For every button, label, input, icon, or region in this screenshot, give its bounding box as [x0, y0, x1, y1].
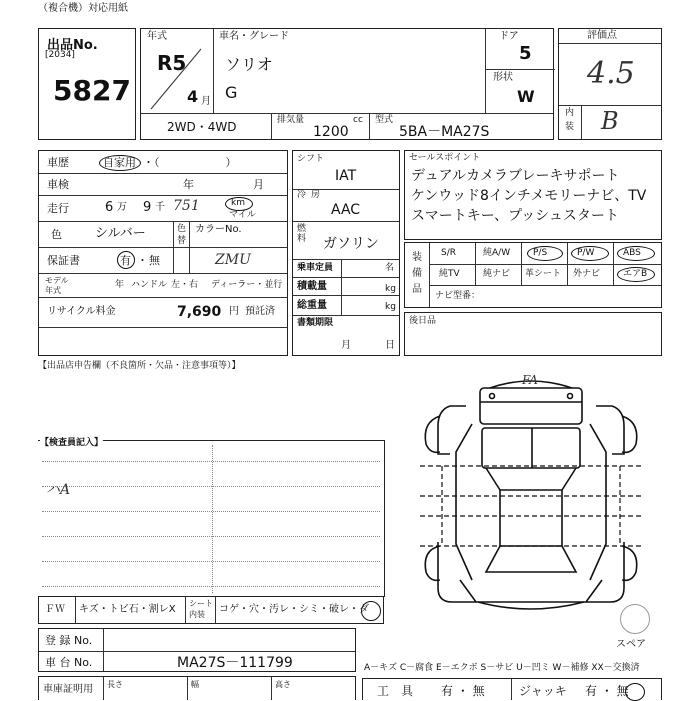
- tools-label: 工 具: [377, 684, 414, 698]
- fw-seat-text: コゲ・穴・汚レ・シミ・破レ・ダ: [219, 604, 369, 615]
- lot-number: 5827: [53, 74, 131, 107]
- aircon-value: AAC: [331, 202, 361, 218]
- equip-pw: P/W: [577, 248, 595, 258]
- equip-label-2: 備: [412, 268, 422, 279]
- car-name: ソリオ: [225, 55, 273, 74]
- reg-label: 登 録 No.: [45, 634, 93, 647]
- shift-value: IAT: [335, 168, 357, 184]
- aircon-label-2: 房: [311, 190, 321, 200]
- mileage-label: 走行: [47, 202, 69, 215]
- equip-box: [404, 242, 662, 308]
- equip-abs: ABS: [623, 248, 641, 258]
- score-box: [558, 28, 662, 140]
- score-label: 評価点: [587, 30, 617, 41]
- equip-airbag: エアB: [623, 269, 648, 279]
- model-year-label-2: 年式: [45, 286, 61, 295]
- model-year-label-1: モデル: [45, 276, 69, 285]
- equip-aw: 純A/W: [483, 248, 511, 258]
- fw-seat-1: シート: [189, 599, 213, 608]
- shape-label: 形状: [493, 72, 513, 83]
- color-no-value: ZMU: [215, 252, 251, 268]
- inspection-month: 月: [253, 178, 264, 191]
- equip-ps: P/S: [533, 248, 548, 258]
- displacement-label: 排気量: [277, 115, 305, 125]
- legend: A－キズ C－腐食 E－エクボ S－サビ U－凹ミ W－補修 XX－交換済: [364, 663, 640, 673]
- equip-tv: 純TV: [439, 269, 460, 279]
- interior-value: B: [601, 107, 619, 135]
- jack-label: ジャッキ: [519, 684, 567, 698]
- cert-label: 車庫証明用: [43, 684, 93, 695]
- equip-label-1: 装: [412, 252, 422, 263]
- handle-label: ハンドル: [131, 280, 168, 290]
- jack-value: 有 ・ 無: [585, 684, 629, 698]
- recycle-value: 7,690: [177, 304, 222, 320]
- later-box: [404, 312, 662, 356]
- displacement-value: 1200: [313, 124, 349, 140]
- warranty-no: 無: [149, 254, 160, 267]
- warranty-label: 保証書: [47, 254, 80, 267]
- mileage-man: 6: [105, 200, 114, 215]
- model-year-year: 年: [115, 280, 125, 290]
- mileage-man-unit: 万: [117, 202, 127, 213]
- left-info-box: [38, 150, 288, 356]
- color-no-label: カラーNo.: [195, 224, 242, 235]
- color-change-2: 替: [177, 236, 187, 246]
- fw-seat-2: 内装: [189, 610, 205, 619]
- inspector-hand: ハA: [46, 482, 71, 498]
- reg-box: [38, 628, 356, 672]
- sales-line-3: スマートキー、プッシュスタート: [411, 208, 619, 224]
- mileage-hand: 751: [173, 198, 200, 214]
- score-value: 4.5: [587, 56, 635, 91]
- lot-box: [38, 28, 136, 140]
- seller-note: 【出品店申告欄（不良箇所・欠品・注意事項等）】: [38, 361, 241, 371]
- equip-leather: 革シート: [525, 269, 562, 279]
- capacity-label: 乗車定員: [297, 263, 334, 273]
- nenshiki-year: R5: [157, 51, 187, 75]
- load-label: 積載量: [297, 281, 327, 292]
- equip-label-3: 品: [412, 284, 422, 295]
- diagram-front-note: FA: [522, 373, 538, 387]
- lot-small: [2034]: [45, 50, 75, 60]
- fw-box: [38, 596, 384, 624]
- door-value: 5: [519, 43, 532, 64]
- car-grade: G: [225, 83, 238, 102]
- nenshiki-month-unit: 月: [201, 96, 211, 107]
- weight-label: 総重量: [297, 300, 327, 311]
- mileage-mile: マイル: [229, 210, 256, 220]
- equip-ext-navi: 外ナビ: [573, 269, 601, 279]
- spare-circle: [620, 604, 650, 634]
- equip-navi-model: ナビ型番：: [435, 291, 481, 301]
- nenshiki-label: 年式: [147, 31, 167, 42]
- aircon-label-1: 冷: [297, 190, 307, 200]
- later-label: 後日品: [409, 316, 437, 326]
- cert-width: 幅: [191, 680, 199, 689]
- sales-label: セールスポイント: [409, 153, 481, 163]
- dealer-label: ディーラー・並行: [211, 280, 283, 290]
- fw-label: ＦＷ: [45, 604, 65, 615]
- recycle-label: リサイクル料金: [47, 306, 116, 317]
- middle-info-box: [292, 150, 400, 356]
- cert-box: [38, 676, 356, 700]
- mileage-sen-unit: 千: [155, 202, 165, 213]
- top-note: （複合機）対応用紙: [38, 3, 128, 14]
- sales-line-1: デュアルカメラブレーキサポート: [411, 168, 620, 184]
- shift-label: シフト: [297, 154, 325, 164]
- inspection-year: 年: [183, 178, 194, 191]
- recycle-status: 預託済: [245, 306, 275, 317]
- drive-text: 2WD・4WD: [167, 120, 237, 134]
- model-value: 5BA－MA27S: [399, 124, 490, 140]
- tools-box: [362, 678, 662, 700]
- fuel-label-2: 料: [297, 234, 307, 244]
- recycle-unit: 円: [229, 306, 239, 317]
- load-unit: kg: [385, 284, 396, 294]
- model-label: 型式: [375, 115, 394, 125]
- inspector-box: [38, 440, 385, 597]
- header-box: [140, 28, 554, 140]
- history-label: 車歴: [47, 156, 69, 169]
- inspector-label: 【検査員記入】: [40, 438, 104, 448]
- color-value: シルバー: [95, 226, 146, 241]
- chassis-label: 車 台 No.: [45, 656, 93, 669]
- lot-label: 出品No.: [47, 38, 98, 53]
- displacement-unit: cc: [353, 115, 363, 125]
- fuel-value: ガソリン: [323, 236, 379, 252]
- fw-mark-circle: [361, 601, 381, 621]
- mileage-sen: 9: [143, 200, 152, 215]
- door-label: ドア: [499, 31, 519, 42]
- color-label: 色: [51, 228, 62, 241]
- color-change-1: 色: [177, 224, 187, 234]
- jack-circle: [625, 683, 645, 701]
- interior-label-1: 内: [565, 108, 575, 118]
- history-rest: ・（ ）: [143, 156, 237, 169]
- interior-label-2: 装: [565, 122, 575, 132]
- tools-value: 有 ・ 無: [441, 684, 485, 698]
- fuel-label-1: 燃: [297, 224, 307, 234]
- docs-day: 日: [385, 340, 395, 351]
- equip-navi: 純ナビ: [483, 269, 511, 279]
- sales-line-2: ケンウッド8インチメモリーナビ、TV: [411, 188, 647, 204]
- history-value: 自家用: [103, 156, 136, 169]
- nenshiki-month: 4: [187, 87, 199, 106]
- mileage-km: km: [231, 198, 245, 208]
- inspection-label: 車検: [47, 178, 69, 191]
- car-diagram: [400, 366, 662, 620]
- weight-unit: kg: [385, 302, 396, 312]
- warranty-yes: 有: [120, 254, 131, 267]
- handle-lr: 左・右: [171, 280, 199, 290]
- docs-month: 月: [341, 340, 351, 351]
- fw-text: キズ・トビ石・割レX: [79, 604, 176, 615]
- warranty-sep: ・: [137, 254, 148, 267]
- spare-label: スペア: [616, 639, 646, 650]
- car-label: 車名・グレード: [219, 31, 289, 42]
- cert-length: 長さ: [107, 680, 123, 689]
- chassis-value: MA27S－111799: [177, 655, 293, 671]
- equip-sr: S/R: [441, 248, 456, 258]
- sales-box: [404, 150, 662, 240]
- shape-value: W: [517, 87, 535, 106]
- capacity-unit: 名: [385, 263, 395, 273]
- cert-height: 高さ: [275, 680, 291, 689]
- docs-label: 書類期限: [297, 318, 334, 328]
